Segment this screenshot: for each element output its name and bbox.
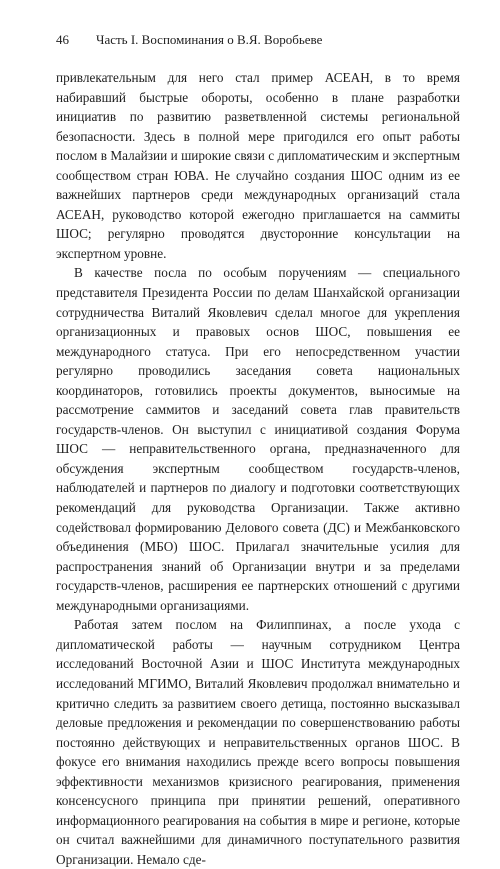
running-title: Часть I. Воспоминания о В.Я. Воробьеве <box>96 32 323 47</box>
running-head <box>56 32 460 48</box>
paragraph-2: В качестве посла по особым поручениям — специального представителя Президента России по делам Шанхайской организации сотрудничества Виталий Яковлевич сделал многое для укрепления организационных и правовых основ ШОС, повышения ее международного статуса. При его непосредственном участии регулярно проводились заседания совета национальных координаторов, готовились проекты документов, выносимые на рассмотрение саммитов и заседаний совета глав правительств государств-членов. Он выступил с инициативой создания Форума ШОС — неправительственного органа, предназначенного для обсуждения экспертным сообществом государств-членов, наблюдателей и партнеров по диалогу и подготовки соответствующих рекомендаций для руководства Организации. Также активно содействовал формированию Делового совета (ДС) и Межбанковского объединения (МБО) ШОС. Прилагал значительные усилия для распространения знаний об Организации внутри и за пределами государств-членов, расширения ее партнерских отношений с другими международными организациями. <box>56 265 460 613</box>
page-number: 46 <box>56 32 69 47</box>
book-page <box>56 32 460 869</box>
paragraph-3: Работая затем послом на Филиппинах, а после ухода с дипломатической работы — научным сотрудником Центра исследований Восточной Азии и ШОС Института международных исследований МГИМО, Виталий Яковлевич продолжал внимательно и критично следить за развитием своего детища, постоянно высказывал деловые предложения и рекомендации по совершенствованию работы постоянно действующих и неправительственных органов ШОС. В фокусе его внимания находились прежде всего вопросы повышения эффективности механизмов кризисного реагирования, применения консенсусного принципа при принятии решений, оперативного информационного реагирования на события в мире и регионе, которые он считал важнейшими для динамичного поступательного развития Организации. Немало сде- <box>56 617 460 867</box>
paragraph-1: привлекательным для него стал пример АСЕАН, в то время набиравший быстрые обороты, особенно в плане разработки инициатив по развитию разветвленной системы региональной безопасности. Здесь в полной мере пригодился его опыт работы послом в Малайзии и широкие связи с дипломатическим и экспертным сообществом стран ЮВА. Не случайно создания ШОС одним из ее важнейших партнеров среди международных организаций стала АСЕАН, руководство которой ежегодно приглашается на саммиты ШОС; регулярно проводятся двусторонние консультации на экспертном уровне. <box>56 70 460 261</box>
body-text <box>56 68 460 869</box>
